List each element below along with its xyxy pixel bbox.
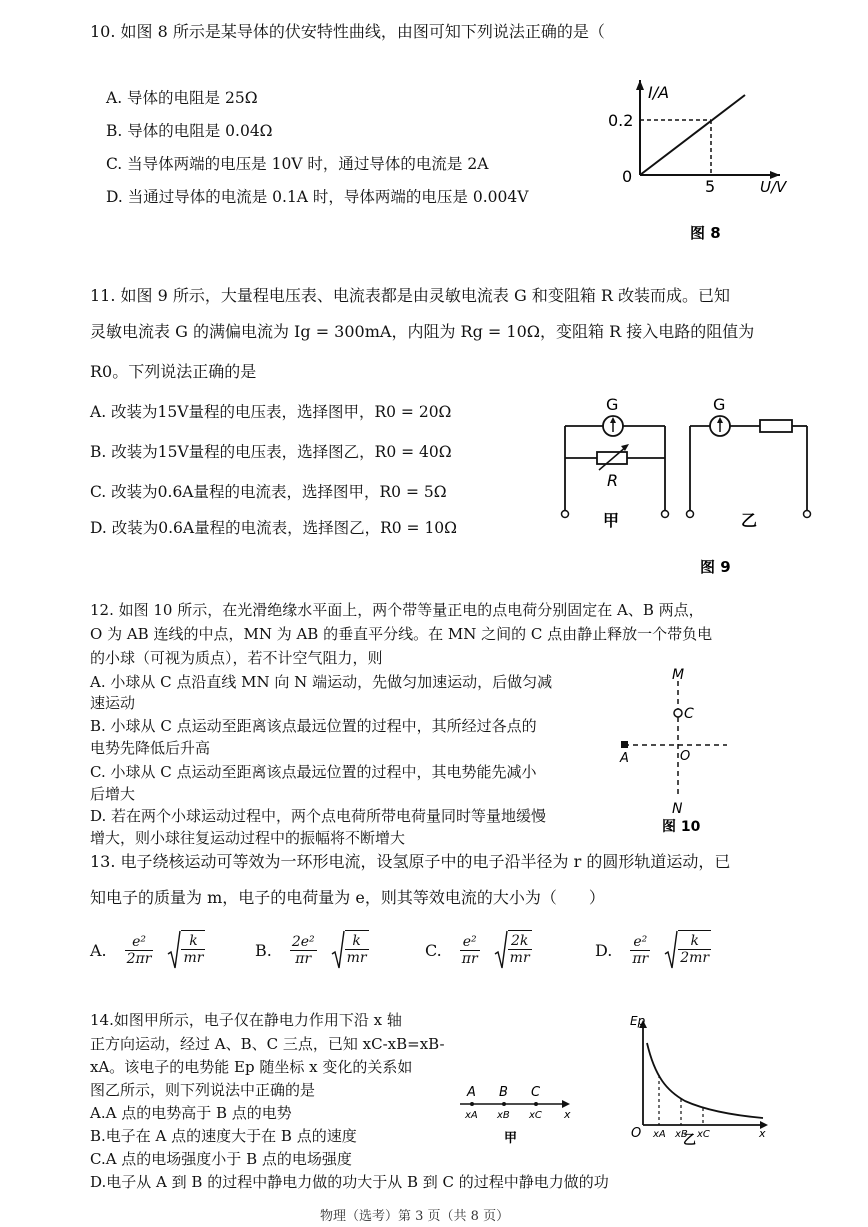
- fig14-ep: Ep: [630, 1015, 646, 1028]
- fig14-c: C: [531, 1085, 541, 1100]
- q13-radicand-numerator: k: [678, 933, 711, 950]
- fig14-yi: 乙: [683, 1133, 697, 1145]
- radical-sign-icon: [664, 930, 678, 970]
- q13-option-label: C.: [425, 940, 442, 960]
- q13-fraction-denominator: 2πr: [126, 950, 152, 967]
- q12-option-b-cont: 电势先降低后升高: [90, 739, 211, 757]
- fig9-jia-label: 甲: [603, 511, 620, 530]
- q11-option-d: D. 改装为0.6A量程的电流表，选择图乙，R0 = 10Ω: [90, 519, 458, 537]
- q12-option-c: C. 小球从 C 点运动至距离该点最远位置的过程中，其电势能先减小: [90, 763, 537, 781]
- q12-option-c-cont: 后增大: [90, 785, 136, 803]
- fig10-n: N: [672, 801, 683, 817]
- fig10-a: A: [620, 751, 629, 766]
- fig9-caption: 图 9: [700, 558, 731, 576]
- q13-fraction-numerator: e²: [460, 934, 480, 951]
- radical-sign-icon: [331, 930, 345, 970]
- fig9-g-yi: G: [713, 395, 726, 414]
- q12-line-1: 12. 如图 10 所示，在光滑绝缘水平面上，两个带等量正电的点电荷分别固定在 A、B 两点，: [90, 601, 704, 619]
- q13-sqrt: [331, 930, 369, 970]
- fig14-o: O: [631, 1126, 642, 1141]
- q14-option-c: C.A 点的电场强度小于 B 点的电场强度: [90, 1150, 352, 1168]
- fig14-xb: xB: [497, 1110, 510, 1121]
- fig8-y-tick: 0.2: [608, 111, 634, 130]
- q13-option-label: B.: [255, 940, 272, 960]
- q12-option-a: A. 小球从 C 点沿直线 MN 向 N 端运动，先做匀加速运动，后做匀减: [90, 673, 553, 691]
- page-footer: 物理（选考）第 3 页（共 8 页）: [320, 1209, 510, 1224]
- q13-option-label: D.: [595, 940, 613, 960]
- q13-fraction-denominator: πr: [632, 950, 649, 967]
- figure-10-charges: [612, 665, 742, 835]
- q13-sqrt: [664, 930, 711, 970]
- fig8-y-axis-label: I/A: [648, 83, 670, 102]
- q11-line-1: 11. 如图 9 所示，大量程电压表、电流表都是由灵敏电流表 G 和变阻箱 R 改装而成。已知: [90, 286, 731, 305]
- radical-sign-icon: [167, 930, 181, 970]
- q13-radicand-denominator: mr: [183, 950, 204, 966]
- q13-fraction-numerator: e²: [125, 934, 154, 951]
- q13-radicand-denominator: mr: [509, 950, 530, 966]
- q13-radicand-numerator: 2k: [508, 933, 532, 950]
- q13-radicand-numerator: k: [181, 933, 205, 950]
- q13-fraction: [125, 934, 154, 967]
- fig14-jia: 甲: [504, 1131, 518, 1146]
- fig8-origin: 0: [622, 167, 633, 186]
- q13-radicand-numerator: k: [345, 933, 369, 950]
- fig10-caption: 图 10: [662, 819, 701, 835]
- fig9-g-jia: G: [606, 395, 619, 414]
- q14-line-2: 正方向运动，经过 A、B、C 三点，已知 xC-xB=xB-: [90, 1035, 445, 1053]
- figure-14-jia: [452, 1080, 582, 1150]
- fig14-a: A: [467, 1085, 476, 1100]
- q14-line-4: 图乙所示，则下列说法中正确的是: [90, 1081, 316, 1099]
- q13-line-2: 知电子的质量为 m，电子的电荷量为 e，则其等效电流的大小为（ ）: [90, 888, 605, 907]
- fig10-o: O: [680, 749, 691, 764]
- q13-fraction-denominator: πr: [461, 950, 478, 967]
- q13-fraction: [290, 934, 317, 967]
- q14-line-1: 14.如图甲所示，电子仅在静电力作用下沿 x 轴: [90, 1011, 402, 1029]
- q14-option-d: D.电子从 A 到 B 的过程中静电力做的功大于从 B 到 C 的过程中静电力做的功: [90, 1173, 609, 1191]
- q14-option-a: A.A 点的电势高于 B 点的电势: [90, 1104, 292, 1122]
- q12-option-d: D. 若在两个小球运动过程中，两个点电荷所带电荷量同时等量地缓慢: [90, 807, 547, 825]
- fig14-yi-x: x: [759, 1127, 766, 1140]
- fig14-yi-xc: xC: [697, 1129, 710, 1140]
- q13-option-d: [595, 925, 711, 975]
- fig14-x: x: [564, 1108, 571, 1121]
- fig14-xa: xA: [465, 1110, 478, 1121]
- q11-line-2: 灵敏电流表 G 的满偏电流为 Ig = 300mA，内阻为 Rg = 10Ω，变阻箱 R 接入电路的阻值为: [90, 322, 755, 341]
- q11-option-c: C. 改装为0.6A量程的电流表，选择图甲，R0 = 5Ω: [90, 483, 447, 501]
- radical-sign-icon: [494, 930, 508, 970]
- q13-line-1: 13. 电子绕核运动可等效为一环形电流，设氢原子中的电子沿半径为 r 的圆形轨道运动，已: [90, 852, 731, 871]
- q14-line-3: xA。该电子的电势能 Ep 随坐标 x 变化的关系如: [90, 1058, 413, 1076]
- q10-option-a: A. 导体的电阻是 25Ω: [106, 89, 258, 107]
- fig10-c: C: [684, 706, 694, 722]
- q13-option-label: A.: [90, 940, 107, 960]
- q13-option-a: [90, 925, 205, 975]
- q11-option-b: B. 改装为15V量程的电压表，选择图乙，R0 = 40Ω: [90, 443, 452, 461]
- q13-option-c: [425, 925, 532, 975]
- fig9-r-label: R: [607, 471, 619, 490]
- q12-line-3: 的小球（可视为质点），若不计空气阻力，则: [90, 649, 383, 667]
- q13-fraction-numerator: e²: [630, 934, 650, 951]
- q12-line-2: O 为 AB 连线的中点，MN 为 AB 的垂直平分线。在 MN 之间的 C 点由静止释放一个带负电: [90, 625, 713, 643]
- q12-option-b: B. 小球从 C 点运动至距离该点最远位置的过程中，其所经过各点的: [90, 717, 537, 735]
- q10-option-c: C. 当导体两端的电压是 10V 时，通过导体的电流是 2A: [106, 155, 489, 173]
- q11-option-a: A. 改装为15V量程的电压表，选择图甲，R0 = 20Ω: [90, 403, 452, 421]
- figure-9-circuits: [555, 390, 835, 590]
- fig9-yi-label: 乙: [741, 511, 758, 530]
- q12-option-a-cont: 速运动: [90, 694, 136, 712]
- fig8-caption: 图 8: [690, 224, 721, 242]
- q10-option-b: B. 导体的电阻是 0.04Ω: [106, 122, 273, 140]
- q13-fraction-numerator: 2e²: [291, 933, 315, 950]
- q13-fraction-denominator: πr: [295, 950, 312, 967]
- q13-fraction: [630, 934, 650, 967]
- fig10-m: M: [672, 667, 685, 683]
- q13-option-b: [255, 925, 369, 975]
- fig8-x-axis-label: U/V: [760, 178, 787, 196]
- fig14-yi-xa: xA: [653, 1129, 666, 1140]
- fig14-xc: xC: [529, 1110, 542, 1121]
- q13-sqrt: [167, 930, 205, 970]
- q10-option-d: D. 当通过导体的电流是 0.1A 时，导体两端的电压是 0.004V: [106, 188, 529, 206]
- figure-8-iv-graph: [600, 70, 800, 250]
- q13-radicand-denominator: mr: [346, 950, 367, 966]
- fig14-yi-xb: xB: [675, 1129, 688, 1140]
- q14-option-b: B.电子在 A 点的速度大于在 B 点的速度: [90, 1127, 357, 1145]
- q13-sqrt: [494, 930, 532, 970]
- q13-radicand-denominator: 2mr: [680, 950, 710, 966]
- fig14-b: B: [499, 1085, 508, 1100]
- q13-options: [90, 925, 790, 975]
- q11-line-3: R0。下列说法正确的是: [90, 362, 257, 381]
- q12-option-d-cont: 增大，则小球往复运动过程中的振幅将不断增大: [90, 829, 406, 847]
- q13-fraction: [460, 934, 480, 967]
- q10-stem: 10. 如图 8 所示是某导体的伏安特性曲线，由图可知下列说法正确的是（: [90, 22, 605, 41]
- figure-14-yi-graph: [625, 1015, 775, 1145]
- fig8-x-tick: 5: [705, 177, 716, 196]
